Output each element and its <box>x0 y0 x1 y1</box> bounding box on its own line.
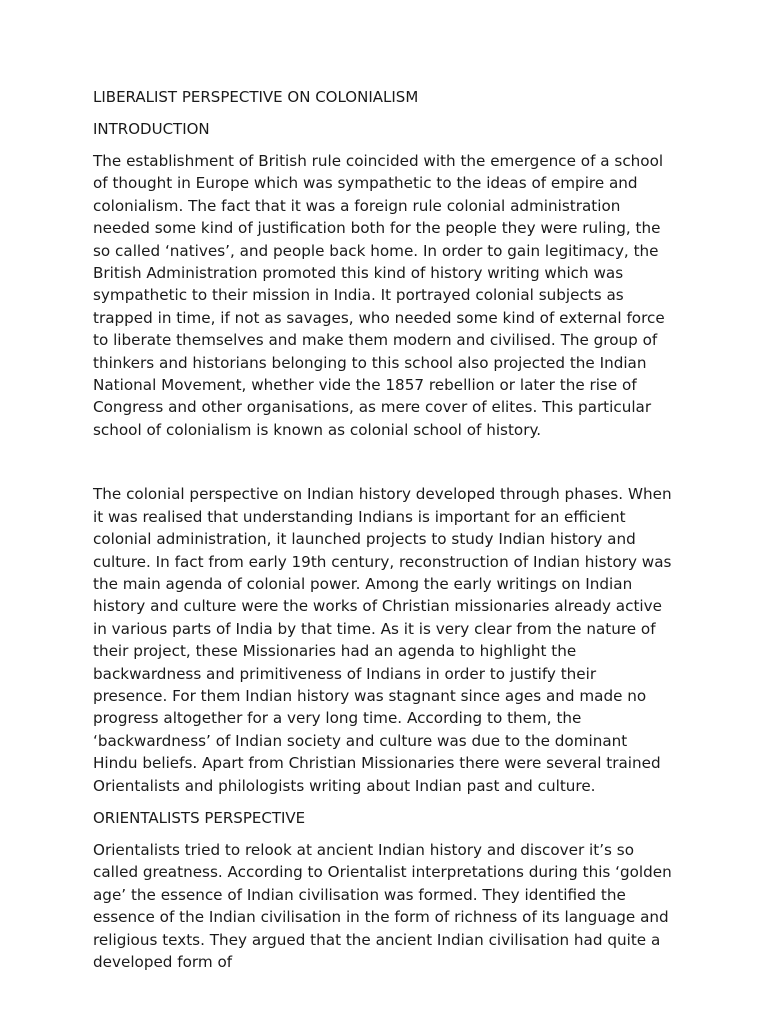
section-heading-introduction: INTRODUCTION <box>93 120 210 138</box>
paragraph: Orientalists tried to relook at ancient Indian history and discover it’s so called greatness. According to Orientalist interpretations during this ‘golden age’ the essence of Indian civilisation was formed. They identified the essence of the Indian civilisation in the form of richness of its language and religious texts. They argued that the ancient Indian civilisation had quite a developed form of <box>93 840 672 971</box>
document-title: LIBERALIST PERSPECTIVE ON COLONIALISM <box>93 88 419 106</box>
section-heading-orientalists: ORIENTALISTS PERSPECTIVE <box>93 808 306 827</box>
paragraph: The colonial perspective on Indian history developed through phases. When it was realised that understanding Indians is important for an efficient colonial administration, it launched projects to study Indian history and culture. In fact from early 19th century, reconstruction of Indian history was the main agenda of colonial power. Among the early writings on Indian history and culture were the works of Christian missionaries already active in various parts of India by that time. As it is very clear from the nature of their project, these Missionaries had an agenda to highlight the backwardness and primitiveness of Indians in order to justify their presence. For them Indian history was stagnant since ages and made no progress altogether for a very long time. According to them, the ‘backwardness’ of Indian society and culture was due to the dominant Hindu beliefs. Apart from Christian Missionaries there were several trained Orientalists and philologists writing about Indian past and culture. <box>93 485 672 795</box>
paragraph: The establishment of British rule coincided with the emergence of a school of thought in Europe which was sympathetic to the ideas of empire and colonialism. The fact that it was a foreign rule colonial administration needed some kind of justification both for the people they were ruling, the so called ‘natives’, and people back home. In order to gain legitimacy, the British Administration promoted this kind of history writing which was sympathetic to their mission in India. It portrayed colonial subjects as trapped in time, if not as savages, who needed some kind of external force to liberate themselves and make them modern and civilised. The group of thinkers and historians belonging to this school also projected the Indian National Movement, whether vide the 1857 rebellion or later the rise of Congress and other organisations, as mere cover of elites. This particular school of colonialism is known as colonial school of history. <box>93 152 665 439</box>
